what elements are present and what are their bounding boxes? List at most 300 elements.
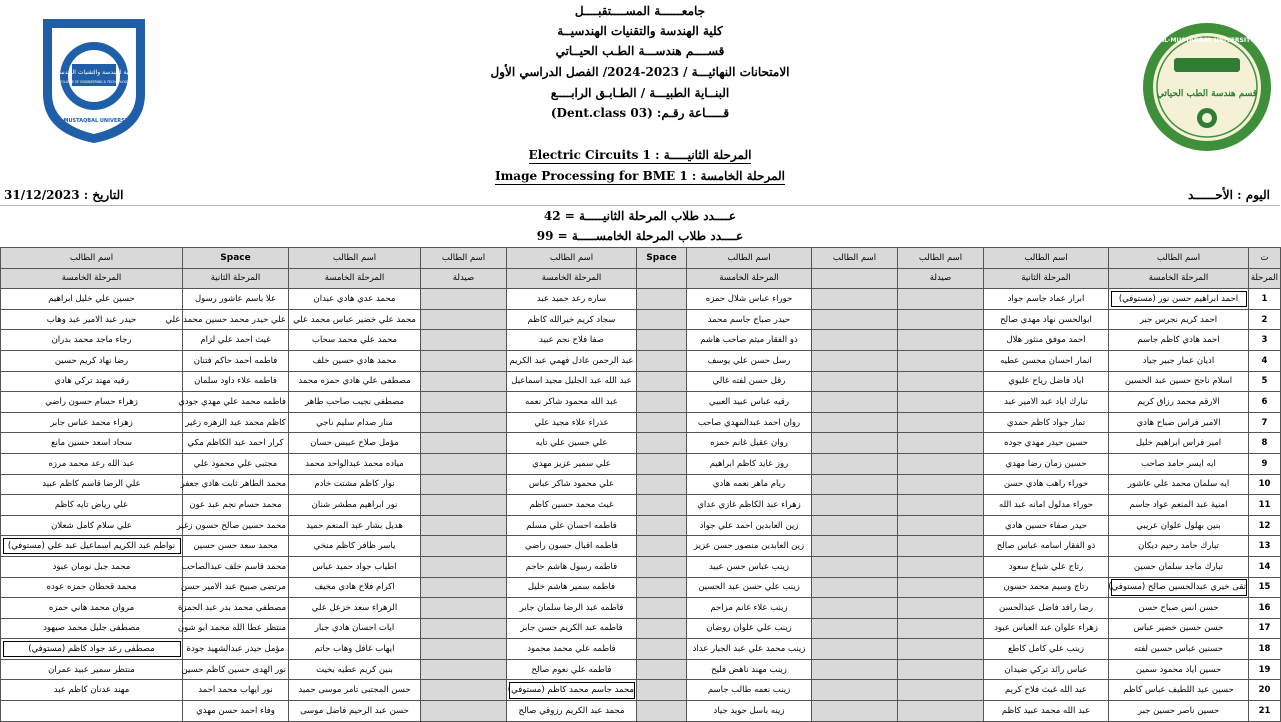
row-number: 19 bbox=[1249, 659, 1281, 680]
student-cell: مصطفى جليل محمد صيهود bbox=[1, 618, 183, 639]
left-logo-ring: AL-MUSTAQBAL UNIVERSITY bbox=[54, 118, 134, 124]
student-cell: مهند عدنان كاظم عبد bbox=[1, 680, 183, 701]
student-cell: فاطمه سمير هاشم خليل bbox=[507, 577, 637, 598]
student-cell: روان عقيل غانم حمزه bbox=[687, 433, 812, 454]
student-cell bbox=[898, 371, 984, 392]
student-cell: احمد هادي كاظم جاسم bbox=[1109, 330, 1249, 351]
table-row bbox=[1, 474, 1281, 495]
header-stage-label: المرحلة الخامسة bbox=[1, 268, 183, 289]
table-row bbox=[1, 495, 1281, 516]
student-cell: فاطمه عبد الكريم حسن جابر bbox=[507, 618, 637, 639]
student-cell bbox=[637, 577, 687, 598]
row-number: 3 bbox=[1249, 330, 1281, 351]
count-stage2: عــــدد طلاب المرحلة الثانيـــــة = 42 bbox=[543, 209, 737, 223]
header-stage-label: المرحلة الخامسة bbox=[289, 268, 421, 289]
student-cell bbox=[637, 659, 687, 680]
student-cell: روان احمد عبدالمهدي صاحب bbox=[687, 412, 812, 433]
header-stage-label bbox=[637, 268, 687, 289]
student-cell: رقيه عباس عبيد العبيي bbox=[687, 392, 812, 413]
student-cell: فاطمه احمد حاكم فتنان bbox=[183, 350, 289, 371]
student-cell bbox=[812, 515, 898, 536]
student-cell: محمد الطاهر ثابت هادي جعفر bbox=[183, 474, 289, 495]
student-cell bbox=[812, 659, 898, 680]
student-cell: زهراء علوان عبد العباس عبود bbox=[984, 618, 1109, 639]
student-cell: مياده محمد عبدالواحد محمد bbox=[289, 453, 421, 474]
student-cell: وفاء احمد حسن مهدي bbox=[183, 701, 289, 722]
student-cell bbox=[421, 453, 507, 474]
student-cell: كرار احمد عبد الكاظم مكي bbox=[183, 433, 289, 454]
student-cell bbox=[898, 309, 984, 330]
student-cell: مؤمل حيدر عبدالشهيد جودة bbox=[183, 639, 289, 660]
student-cell: الارقم محمد رزاق كريم bbox=[1109, 392, 1249, 413]
student-cell: فاطمه محمد علي مهدي جودي bbox=[183, 392, 289, 413]
table-row bbox=[1, 309, 1281, 330]
row-number: 10 bbox=[1249, 474, 1281, 495]
table-row bbox=[1, 453, 1281, 474]
student-cell: حسين عبد اللطيف عباس كاظم bbox=[1109, 680, 1249, 701]
right-logo-ring: AL-MUSTAQBAL UNIVERSITY bbox=[1159, 37, 1255, 44]
student-cell: محمد عدي هادي عبدان bbox=[289, 289, 421, 310]
student-cell: علي الرضا قاسم كاظم عبيد bbox=[1, 474, 183, 495]
student-cell: غيث محمد حسين كاظم bbox=[507, 495, 637, 516]
student-cell: محمد سعد حسن حسين bbox=[183, 536, 289, 557]
student-cell: تبارك حامد رحيم ديكان bbox=[1109, 536, 1249, 557]
student-cell: زهراء محمد عباس جابر bbox=[1, 412, 183, 433]
student-cell bbox=[812, 495, 898, 516]
subject-stage2 bbox=[0, 148, 1280, 162]
student-cell bbox=[637, 350, 687, 371]
student-cell bbox=[637, 309, 687, 330]
student-cell bbox=[421, 309, 507, 330]
row-number: 12 bbox=[1249, 515, 1281, 536]
student-cell: رتاج وسيم محمد حسون bbox=[984, 577, 1109, 598]
student-cell bbox=[812, 639, 898, 660]
row-number: 20 bbox=[1249, 680, 1281, 701]
student-cell: ايات احسان هادي جبار bbox=[289, 618, 421, 639]
table-row bbox=[1, 680, 1281, 701]
student-cell bbox=[812, 453, 898, 474]
student-cell bbox=[812, 371, 898, 392]
student-cell: كاظم محمد عبد الزهره زغير bbox=[183, 412, 289, 433]
department-logo-icon bbox=[1140, 20, 1274, 154]
student-cell: حسن حسين خضير عباس bbox=[1109, 618, 1249, 639]
student-cell bbox=[898, 474, 984, 495]
student-cell bbox=[421, 598, 507, 619]
student-cell bbox=[898, 680, 984, 701]
student-cell bbox=[898, 495, 984, 516]
row-number: 9 bbox=[1249, 453, 1281, 474]
student-cell: ياسر ظافر كاظم منخي bbox=[289, 536, 421, 557]
header-stage: المرحلة bbox=[1249, 268, 1281, 289]
student-cell bbox=[812, 618, 898, 639]
student-cell: محمد حسين صالح حسون زغير bbox=[183, 515, 289, 536]
student-cell bbox=[421, 515, 507, 536]
student-cell bbox=[637, 639, 687, 660]
student-cell bbox=[637, 474, 687, 495]
student-cell: عبد الله محمود شاكر نعمه bbox=[507, 392, 637, 413]
student-cell bbox=[421, 680, 507, 701]
header-student-name: اسم الطالب bbox=[898, 248, 984, 269]
student-cell: نور الهدى حسين كاظم حسين bbox=[183, 659, 289, 680]
student-cell bbox=[812, 433, 898, 454]
student-cell: امنية عبد المنعم عواد جاسم bbox=[1109, 495, 1249, 516]
table-row bbox=[1, 577, 1281, 598]
student-cell bbox=[898, 350, 984, 371]
student-cell: محمد هادي حسين خلف bbox=[289, 350, 421, 371]
left-logo-arabic: كلية الهندسة والتقنيات الهندسية bbox=[54, 69, 134, 76]
student-cell: مصطفى رعد جواد كاظم (مستوفي) bbox=[1, 639, 183, 660]
student-cell: ايه سلمان محمد علي عاشور bbox=[1109, 474, 1249, 495]
student-cell bbox=[812, 680, 898, 701]
row-number: 21 bbox=[1249, 701, 1281, 722]
row-number: 14 bbox=[1249, 556, 1281, 577]
subject-stage5 bbox=[0, 169, 1280, 183]
student-cell: علي سلام كامل شعلان bbox=[1, 515, 183, 536]
student-cell bbox=[637, 495, 687, 516]
student-cell: ابرار عماد جاسم جواد bbox=[984, 289, 1109, 310]
header-space: Space bbox=[637, 248, 687, 269]
student-cell: عذراء علاء مجيد علي bbox=[507, 412, 637, 433]
student-cell: زهراء حسام حسون راضي bbox=[1, 392, 183, 413]
header-student-name: اسم الطالب bbox=[1109, 248, 1249, 269]
student-cell: بنين كريم عطيه بخيت bbox=[289, 659, 421, 680]
row-number: 8 bbox=[1249, 433, 1281, 454]
table-row bbox=[1, 659, 1281, 680]
row-number: 13 bbox=[1249, 536, 1281, 557]
student-cell: مصطفى محمد بدر عبد الحمزة bbox=[183, 598, 289, 619]
header-student-name: اسم الطالب bbox=[421, 248, 507, 269]
student-cell: فاطمه رسول هاشم حاجم bbox=[507, 556, 637, 577]
student-cell: حسنين عباس حسين لفته bbox=[1109, 639, 1249, 660]
student-cell bbox=[637, 515, 687, 536]
student-cell: نواطم عبد الكريم اسماعيل عبد علي (مستوفي) bbox=[1, 536, 183, 557]
subject-stage5-text: المرحلة الخامسة : Image Processing for BME 1 bbox=[494, 169, 785, 183]
student-cell bbox=[898, 412, 984, 433]
student-cell bbox=[812, 309, 898, 330]
row-number: 11 bbox=[1249, 495, 1281, 516]
student-cell bbox=[637, 453, 687, 474]
college-name: كلية الهندسة والتقنيات الهندسيــة bbox=[557, 24, 723, 38]
student-cell: زينب علي كامل كاطع bbox=[984, 639, 1109, 660]
exam-day: اليوم : الأحــــــد bbox=[1187, 188, 1270, 202]
student-cell bbox=[898, 659, 984, 680]
student-cell bbox=[421, 618, 507, 639]
student-cell: زهراء عبد الكاظم غازي عداي bbox=[687, 495, 812, 516]
student-cell: زينب نعمه طالب جاسم bbox=[687, 680, 812, 701]
student-cell: حسين علي خليل ابراهيم bbox=[1, 289, 183, 310]
table-row bbox=[1, 412, 1281, 433]
table-row bbox=[1, 392, 1281, 413]
student-cell: فاطمه عبد الرضا سلمان جابر bbox=[507, 598, 637, 619]
student-cell: علي محمود شاكر عباس bbox=[507, 474, 637, 495]
student-cell: ابوالحسن نهاد مهدي صالح bbox=[984, 309, 1109, 330]
table-row bbox=[1, 701, 1281, 722]
student-cell: زين العابدين منصور حسن عزيز bbox=[687, 536, 812, 557]
student-cell: ايهاب غافل وهاب حاتم bbox=[289, 639, 421, 660]
student-cell: فاطمه علي نعوم صالح bbox=[507, 659, 637, 680]
student-cell: رقل حسن لفته غالي bbox=[687, 371, 812, 392]
student-cell: اكرام فلاح هادي مخيف bbox=[289, 577, 421, 598]
student-cell: محمد عبد الكريم رزوقي صالح bbox=[507, 701, 637, 722]
student-cell: تبارك اياد عبد الامير عبد bbox=[984, 392, 1109, 413]
student-cell: اطياب جواد حميد عباس bbox=[289, 556, 421, 577]
student-cell: غيث احمد علي لزام bbox=[183, 330, 289, 351]
student-cell: تقى خيري عبدالحسين صالح (مستوفي) bbox=[1109, 577, 1249, 598]
row-number: 7 bbox=[1249, 412, 1281, 433]
row-number: 16 bbox=[1249, 598, 1281, 619]
student-cell: حوراء عباس شلال حمزه bbox=[687, 289, 812, 310]
student-cell: اسلام ناجح حسين عبد الحسين bbox=[1109, 371, 1249, 392]
student-cell: محمد علي محمد سحاب bbox=[289, 330, 421, 351]
hall-line: قـــــاعة رقـم: (Dent.class 03) bbox=[550, 106, 730, 120]
student-cell: زينب محمد علي عبد الجبار عداد bbox=[687, 639, 812, 660]
student-cell: مصطفى علي هادي حمزه محمد bbox=[289, 371, 421, 392]
student-cell: علي حيدر محمد حسين محمد علي bbox=[183, 309, 289, 330]
exam-date: التاريخ : 31/12/2023 bbox=[4, 188, 124, 202]
student-cell bbox=[812, 330, 898, 351]
student-cell bbox=[812, 701, 898, 722]
university-name: جامعــــــة المســــتقبــــل bbox=[574, 4, 706, 18]
header-stage-label: المرحلة الثانية bbox=[183, 268, 289, 289]
table-row bbox=[1, 556, 1281, 577]
student-cell: ساره رعد حميد عبد bbox=[507, 289, 637, 310]
student-cell: سجاد اسعد حسين مانع bbox=[1, 433, 183, 454]
student-cell bbox=[421, 495, 507, 516]
student-cell: مرتضى صبيح عبد الامير حسن bbox=[183, 577, 289, 598]
student-cell: محمد علي خضير عباس محمد علي bbox=[289, 309, 421, 330]
student-cell: انمار احسان محسن عطيه bbox=[984, 350, 1109, 371]
student-cell bbox=[812, 556, 898, 577]
student-cell: تبارك ماجد سلمان حسين bbox=[1109, 556, 1249, 577]
header-space: Space bbox=[183, 248, 289, 269]
row-number: 4 bbox=[1249, 350, 1281, 371]
student-cell bbox=[421, 659, 507, 680]
header-stage-label: المرحلة الخامسة bbox=[687, 268, 812, 289]
student-cell: مجتبى علي محمود علي bbox=[183, 453, 289, 474]
exams-title: الامتحانات النهائيـــة / 2023-2024/ الفصل الدراسي الأول bbox=[490, 65, 790, 79]
student-cell: زين العابدين احمد علي جواد bbox=[687, 515, 812, 536]
student-cell: مروان محمد هاني حمزه bbox=[1, 598, 183, 619]
student-cell bbox=[421, 474, 507, 495]
table-row bbox=[1, 598, 1281, 619]
student-cell: تمار جواد كاظم حمدي bbox=[984, 412, 1109, 433]
student-cell: علي رياض تايه كاظم bbox=[1, 495, 183, 516]
left-logo-english: COLLEGE OF ENGINEERING & TECHNOLOGY bbox=[59, 80, 129, 84]
student-cell: حسين اياد محمود سمين bbox=[1109, 659, 1249, 680]
student-cell: عبد الرحمن عادل فهمي عبد الكريم bbox=[507, 350, 637, 371]
student-cell: محمد قاسم خلف عبدالصاحب bbox=[183, 556, 289, 577]
header-student-name: اسم الطالب bbox=[687, 248, 812, 269]
student-cell: حسين زمان رضا مهدي bbox=[984, 453, 1109, 474]
seating-table bbox=[0, 247, 1281, 722]
student-cell: محمد حسام نجم عبد عون bbox=[183, 495, 289, 516]
table-row bbox=[1, 350, 1281, 371]
student-cell: سجاد كريم خيرالله كاظم bbox=[507, 309, 637, 330]
header-stage-label: المرحلة الخامسة bbox=[507, 268, 637, 289]
department-name: قســــم هندســـة الطـب الحيــاتي bbox=[555, 44, 725, 58]
student-cell: رضا رافد فاضل عبدالحسن bbox=[984, 598, 1109, 619]
student-cell: فاطمه علاء داود سلمان bbox=[183, 371, 289, 392]
student-cell: زينب علاء غانم مزاحم bbox=[687, 598, 812, 619]
header-student-name: اسم الطالب bbox=[1, 248, 183, 269]
table-header-row-2 bbox=[1, 268, 1281, 289]
student-cell: نور ابراهيم مطشر شنان bbox=[289, 495, 421, 516]
student-cell bbox=[812, 412, 898, 433]
header-student-name: اسم الطالب bbox=[984, 248, 1109, 269]
student-cell: علي سمير عزيز مهدي bbox=[507, 453, 637, 474]
student-cell bbox=[637, 618, 687, 639]
student-cell bbox=[637, 536, 687, 557]
student-cell: منتظر عطا الله محمد ابو شون bbox=[183, 618, 289, 639]
table-body bbox=[1, 289, 1281, 721]
student-cell: صفا فلاح نجم عبيد bbox=[507, 330, 637, 351]
student-cell: فاطمه اقبال حسون راضي bbox=[507, 536, 637, 557]
student-cell: عبد الله محمد عبيد كاظم bbox=[984, 701, 1109, 722]
student-cell bbox=[898, 289, 984, 310]
student-cell: مؤمل صلاح عبيس حسان bbox=[289, 433, 421, 454]
student-cell bbox=[637, 701, 687, 722]
table-row bbox=[1, 639, 1281, 660]
student-cell: زينب علي علوان روضان bbox=[687, 618, 812, 639]
student-cell: محمد جبل نومان عبود bbox=[1, 556, 183, 577]
student-cell: اديان عمار جبير جياد bbox=[1109, 350, 1249, 371]
header-student-name: اسم الطالب bbox=[507, 248, 637, 269]
student-cell: امير فراس ابراهيم خليل bbox=[1109, 433, 1249, 454]
student-cell bbox=[421, 433, 507, 454]
student-cell bbox=[898, 330, 984, 351]
student-cell: حيدر عبد الامير عبد وهاب bbox=[1, 309, 183, 330]
student-cell: بنين بهلول علوان عريبي bbox=[1109, 515, 1249, 536]
table-row bbox=[1, 433, 1281, 454]
student-cell: نوار كاظم مشتت خادم bbox=[289, 474, 421, 495]
header-stage-label: المرحلة الخامسة bbox=[1109, 268, 1249, 289]
student-cell: روز عايد كاظم ابراهيم bbox=[687, 453, 812, 474]
student-cell: فاطمه علي محمد محمود bbox=[507, 639, 637, 660]
table-row bbox=[1, 618, 1281, 639]
subject-stage2-text: المرحلة الثانيـــــة : Electric Circuits 1 bbox=[528, 148, 752, 162]
student-cell: رتاج علي شياع سعود bbox=[984, 556, 1109, 577]
student-cell: علي حسين علي تايه bbox=[507, 433, 637, 454]
header-number: ت bbox=[1249, 248, 1281, 269]
row-number: 18 bbox=[1249, 639, 1281, 660]
table-row bbox=[1, 330, 1281, 351]
row-number: 15 bbox=[1249, 577, 1281, 598]
header-stage-label: صيدلة bbox=[898, 268, 984, 289]
student-cell bbox=[812, 598, 898, 619]
row-number: 2 bbox=[1249, 309, 1281, 330]
student-cell bbox=[898, 598, 984, 619]
student-cell bbox=[637, 598, 687, 619]
student-cell bbox=[898, 515, 984, 536]
row-number: 17 bbox=[1249, 618, 1281, 639]
student-cell bbox=[421, 330, 507, 351]
student-cell bbox=[898, 453, 984, 474]
student-cell bbox=[898, 392, 984, 413]
student-cell bbox=[812, 536, 898, 557]
student-cell bbox=[421, 536, 507, 557]
student-cell: منتظر سمير عبيد عمران bbox=[1, 659, 183, 680]
student-cell: احمد موفق منثور هلال bbox=[984, 330, 1109, 351]
student-cell: عبد الله رعد محمد مرزه bbox=[1, 453, 183, 474]
student-cell bbox=[637, 289, 687, 310]
student-cell bbox=[898, 618, 984, 639]
student-cell bbox=[421, 350, 507, 371]
student-cell bbox=[1, 701, 183, 722]
header-stage-label bbox=[812, 268, 898, 289]
student-cell: منار صدام سليم ناجي bbox=[289, 412, 421, 433]
right-logo-text: قسم هندسة الطب الحياتي bbox=[1156, 89, 1258, 99]
student-cell bbox=[812, 474, 898, 495]
student-cell: مصطفى نجيب صاحب طاهر bbox=[289, 392, 421, 413]
student-cell bbox=[421, 577, 507, 598]
student-cell: عباس رائد تركي ضيدان bbox=[984, 659, 1109, 680]
student-cell: رقيه مهند تركي هادي bbox=[1, 371, 183, 392]
count-stage5: عــــدد طلاب المرحلة الخامســـــة = 99 bbox=[536, 229, 744, 243]
student-cell bbox=[898, 433, 984, 454]
header-student-name: اسم الطالب bbox=[289, 248, 421, 269]
student-cell: نور ايهاب محمد احمد bbox=[183, 680, 289, 701]
row-number: 6 bbox=[1249, 392, 1281, 413]
student-cell: رسل حسن علي يوسف bbox=[687, 350, 812, 371]
student-cell: زينب عباس حسن عبيد bbox=[687, 556, 812, 577]
student-cell bbox=[421, 289, 507, 310]
student-cell: احمد كريم نجرس جبر bbox=[1109, 309, 1249, 330]
student-cell: حسن انس صباح حسن bbox=[1109, 598, 1249, 619]
student-cell: حسين ناصر حسين جبر bbox=[1109, 701, 1249, 722]
student-cell bbox=[637, 680, 687, 701]
student-cell: رجاء ماجد محمد بدران bbox=[1, 330, 183, 351]
table-header-row-1 bbox=[1, 248, 1281, 269]
table-row bbox=[1, 515, 1281, 536]
student-cell bbox=[637, 392, 687, 413]
student-cell bbox=[421, 701, 507, 722]
student-cell bbox=[812, 350, 898, 371]
student-cell bbox=[898, 536, 984, 557]
student-cell: محمد جاسم محمد كاظم (مستوفي) bbox=[507, 680, 637, 701]
student-cell bbox=[812, 577, 898, 598]
student-cell bbox=[637, 412, 687, 433]
student-cell bbox=[637, 371, 687, 392]
student-cell: زينه باسل جويد جياد bbox=[687, 701, 812, 722]
student-cell bbox=[421, 371, 507, 392]
student-cell: عبد الله عبد الجليل مجيد اسماعيل bbox=[507, 371, 637, 392]
student-cell: اياد فاضل رياح عليوي bbox=[984, 371, 1109, 392]
student-cell: حوراء مدلول امانه عبد الله bbox=[984, 495, 1109, 516]
student-cell bbox=[812, 289, 898, 310]
student-cell: علا باسم عاشور رسول bbox=[183, 289, 289, 310]
student-cell: عبد الله غيث فلاح كريم bbox=[984, 680, 1109, 701]
row-number: 1 bbox=[1249, 289, 1281, 310]
student-cell: زينب علي حسن عبد الحسين bbox=[687, 577, 812, 598]
exam-header bbox=[0, 0, 1280, 246]
student-cell bbox=[421, 412, 507, 433]
header-divider bbox=[0, 205, 1280, 206]
header-student-name: اسم الطالب bbox=[812, 248, 898, 269]
student-cell: ريام ماهر نعمه هادي bbox=[687, 474, 812, 495]
student-cell: حيدر صباح جاسم محمد bbox=[687, 309, 812, 330]
student-cell: هديل بشار عبد المنعم حميد bbox=[289, 515, 421, 536]
student-cell: الامير فراس صباح هادي bbox=[1109, 412, 1249, 433]
student-cell: احمد ابراهيم حسن نور (مستوفي) bbox=[1109, 289, 1249, 310]
student-cell bbox=[637, 433, 687, 454]
student-cell: حيدر صفاء حسين هادي bbox=[984, 515, 1109, 536]
student-cell: حسن عبد الرحيم فاضل موسى bbox=[289, 701, 421, 722]
student-cell: الزهراء سعد خزعل علي bbox=[289, 598, 421, 619]
student-cell: محمد قحطان حمزه عوده bbox=[1, 577, 183, 598]
building-line: البنــاية الطبيـــة / الطـابـق الرابــــع bbox=[550, 86, 730, 100]
row-number: 5 bbox=[1249, 371, 1281, 392]
student-cell bbox=[812, 392, 898, 413]
